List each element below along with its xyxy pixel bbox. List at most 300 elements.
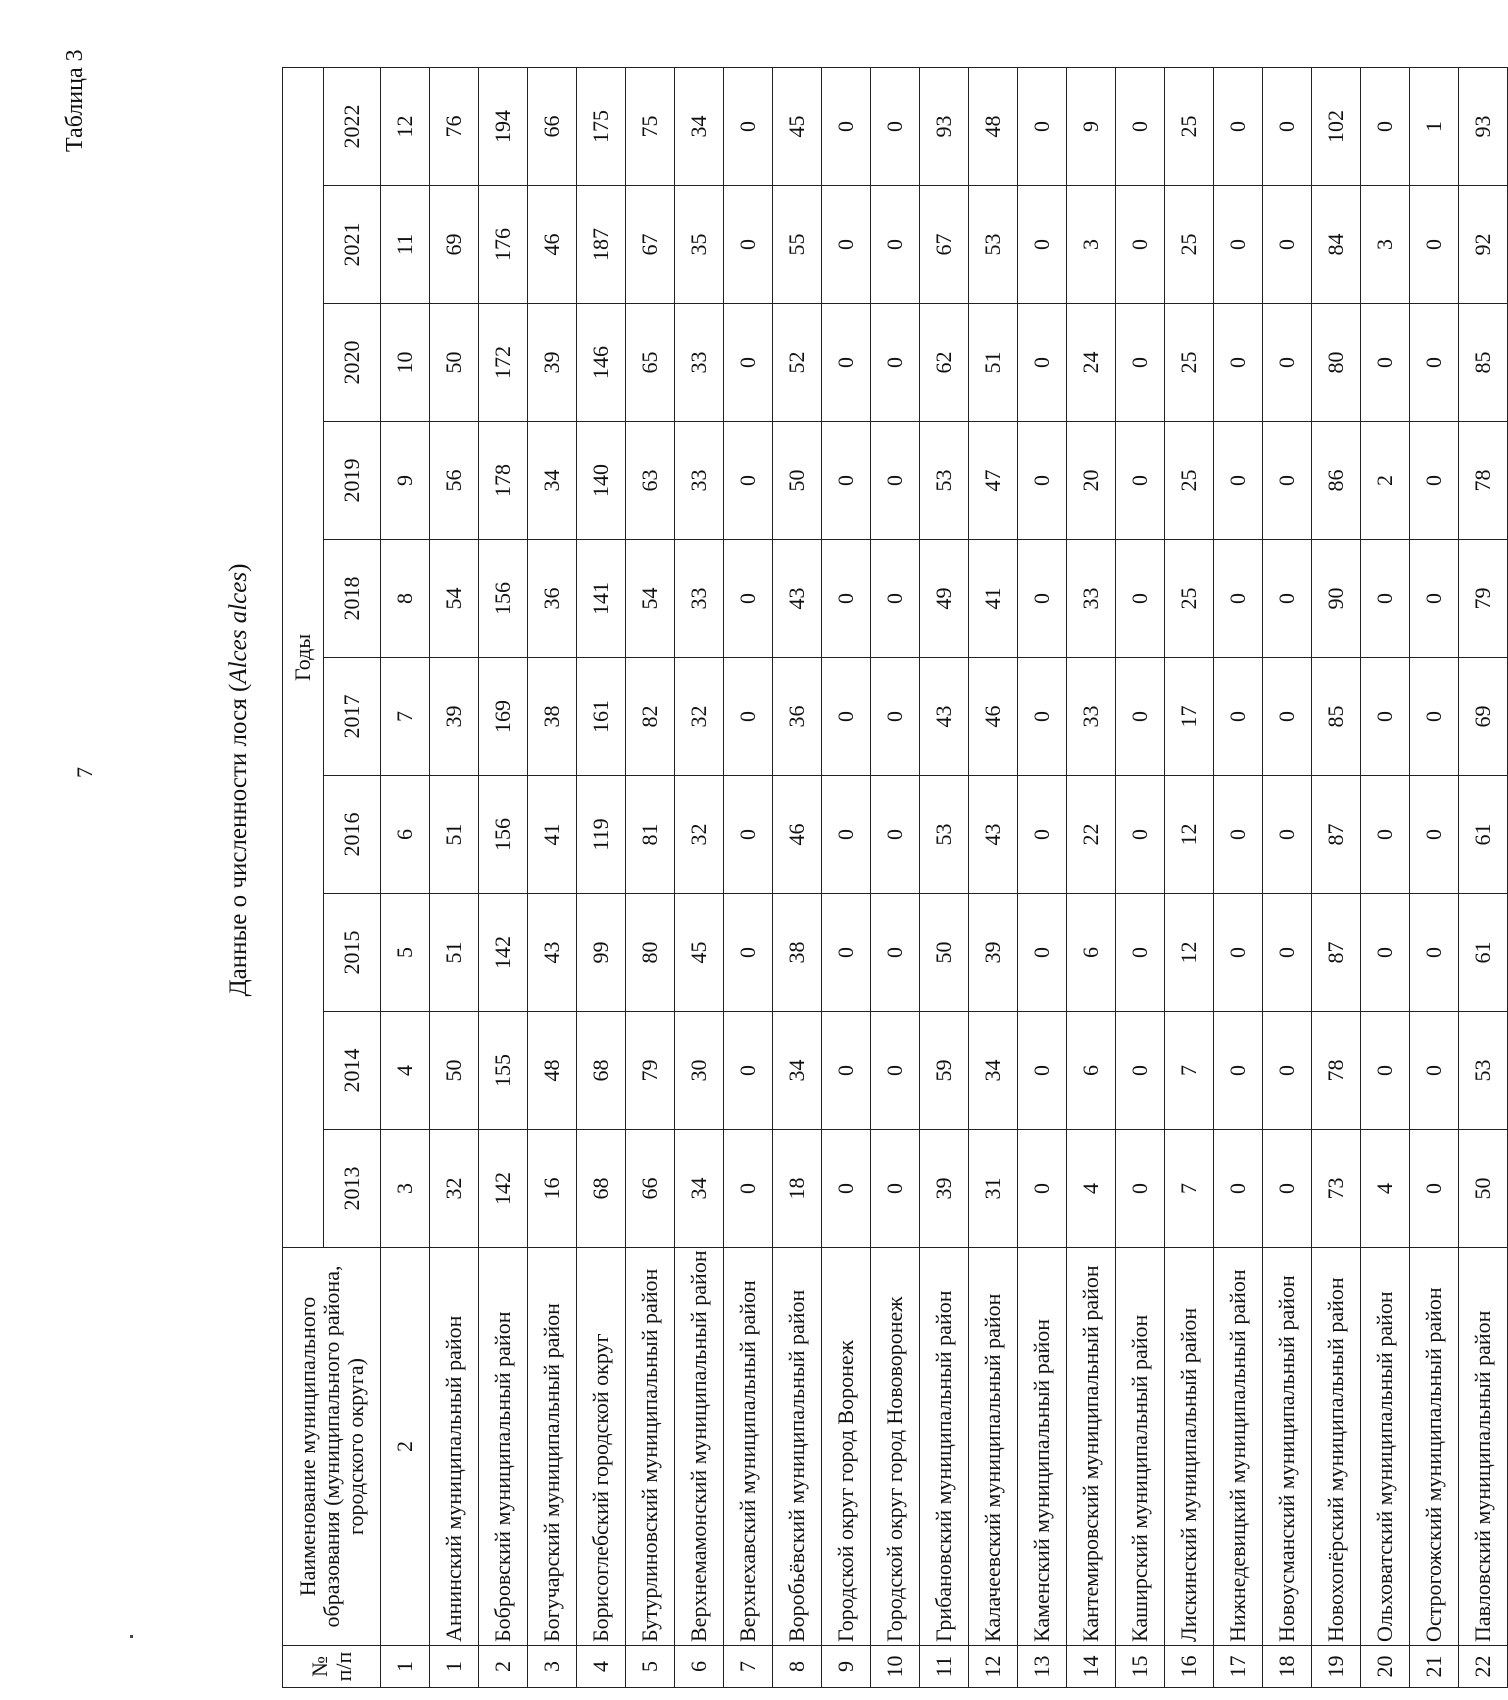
table-row [822,67,871,1687]
municipality-name: Верхнехавский муниципальный район [724,1248,773,1646]
row-number: 9 [822,1646,871,1688]
population-value: 24 [1067,304,1116,422]
population-value: 0 [1214,894,1263,1012]
municipality-name: Новохопёрский муниципальный район [1312,1248,1361,1646]
population-value: 45 [773,67,822,185]
population-value: 146 [577,304,626,422]
population-value: 90 [1312,540,1361,658]
header-year: 2014 [324,1012,381,1130]
population-value: 0 [1018,894,1067,1012]
population-value: 0 [871,776,920,894]
row-number: 16 [1165,1646,1214,1688]
table-row [724,67,773,1687]
population-value: 63 [626,422,675,540]
population-value: 0 [724,304,773,422]
municipality-name: Грибановский муниципальный район [920,1248,969,1646]
table-row [1459,67,1508,1687]
population-value: 38 [773,894,822,1012]
table-row [1263,67,1312,1687]
population-value: 50 [430,1012,479,1130]
population-value: 48 [969,67,1018,185]
population-value: 0 [822,776,871,894]
table-row [1116,67,1165,1687]
population-value: 33 [675,422,724,540]
population-value: 0 [1018,186,1067,304]
population-value: 49 [920,540,969,658]
population-value: 17 [1165,658,1214,776]
table-label: Таблица 3 [62,49,88,152]
population-value: 93 [920,67,969,185]
municipality-name: Борисоглебский городской округ [577,1248,626,1646]
table-row [1067,67,1116,1687]
row-number: 12 [969,1646,1018,1688]
population-value: 0 [871,894,920,1012]
population-value: 33 [675,304,724,422]
population-value: 0 [1410,1012,1459,1130]
population-value: 39 [920,1130,969,1248]
population-value: 0 [1410,1130,1459,1248]
population-value: 0 [1361,540,1410,658]
table-row [577,67,626,1687]
header-row [283,67,324,1687]
page-number: 7 [72,767,97,778]
row-number: 22 [1459,1646,1508,1688]
population-value: 4 [1067,1130,1116,1248]
row-number: 14 [1067,1646,1116,1688]
population-value: 0 [822,894,871,1012]
population-value: 0 [1214,540,1263,658]
population-value: 0 [871,186,920,304]
population-value: 0 [1410,776,1459,894]
population-value: 172 [479,304,528,422]
population-value: 46 [773,776,822,894]
population-value: 0 [1116,186,1165,304]
population-value: 0 [1263,540,1312,658]
population-value: 0 [822,422,871,540]
population-value: 69 [430,186,479,304]
population-value: 0 [1214,186,1263,304]
population-value: 0 [724,1012,773,1130]
population-value: 0 [871,1012,920,1130]
population-value: 76 [430,67,479,185]
column-number: 3 [381,1130,430,1248]
population-value: 2 [1361,422,1410,540]
population-value: 65 [626,304,675,422]
population-value: 0 [724,422,773,540]
population-value: 43 [920,658,969,776]
municipality-name: Ольховатский муниципальный район [1361,1248,1410,1646]
population-value: 0 [724,658,773,776]
column-number: 5 [381,894,430,1012]
table-title [225,480,253,1080]
municipality-name: Бобровский муниципальный район [479,1248,528,1646]
population-value: 0 [822,540,871,658]
population-value: 0 [871,67,920,185]
population-value: 0 [1018,304,1067,422]
population-value: 9 [1067,67,1116,185]
population-value: 0 [1116,304,1165,422]
table-row [675,67,724,1687]
population-value: 3 [1361,186,1410,304]
population-value: 36 [773,658,822,776]
population-value: 141 [577,540,626,658]
population-value: 119 [577,776,626,894]
population-value: 0 [822,186,871,304]
header-year: 2018 [324,540,381,658]
population-value: 0 [1410,540,1459,658]
population-value: 67 [920,186,969,304]
table-row [528,67,577,1687]
population-value: 86 [1312,422,1361,540]
population-value: 33 [1067,540,1116,658]
table-row [920,67,969,1687]
population-value: 169 [479,658,528,776]
population-value: 50 [1459,1130,1508,1248]
moose-population-table [282,67,1508,1688]
population-value: 7 [1165,1012,1214,1130]
municipality-name: Павловский муниципальный район [1459,1248,1508,1646]
row-number: 6 [675,1646,724,1688]
row-number: 10 [871,1646,920,1688]
column-number: 2 [381,1248,430,1646]
population-value: 32 [675,776,724,894]
population-value: 0 [1214,776,1263,894]
population-value: 34 [675,1130,724,1248]
population-value: 81 [626,776,675,894]
population-value: 0 [1214,1012,1263,1130]
population-value: 92 [1459,186,1508,304]
population-value: 187 [577,186,626,304]
header-year: 2015 [324,894,381,1012]
population-value: 85 [1459,304,1508,422]
population-value: 25 [1165,422,1214,540]
population-value: 38 [528,658,577,776]
row-number: 17 [1214,1646,1263,1688]
population-value: 25 [1165,304,1214,422]
population-value: 12 [1165,894,1214,1012]
population-value: 61 [1459,894,1508,1012]
population-value: 25 [1165,186,1214,304]
population-value: 4 [1361,1130,1410,1248]
municipality-name: Аннинский муниципальный район [430,1248,479,1646]
population-value: 84 [1312,186,1361,304]
population-value: 175 [577,67,626,185]
column-number-row [381,67,430,1687]
municipality-name: Лискинский муниципальный район [1165,1248,1214,1646]
population-value: 50 [430,304,479,422]
table-row [773,67,822,1687]
population-value: 0 [871,1130,920,1248]
population-value: 69 [1459,658,1508,776]
table-row [1410,67,1459,1687]
population-value: 0 [1410,422,1459,540]
column-number: 8 [381,540,430,658]
population-value: 79 [626,1012,675,1130]
title-close: ) [225,563,252,572]
population-value: 0 [724,67,773,185]
population-value: 0 [871,658,920,776]
municipality-name: Верхнемамонский муниципальный район [675,1248,724,1646]
population-value: 0 [1361,67,1410,185]
population-value: 6 [1067,894,1116,1012]
population-value: 34 [969,1012,1018,1130]
population-value: 61 [1459,776,1508,894]
population-value: 75 [626,67,675,185]
column-number: 11 [381,186,430,304]
population-value: 46 [969,658,1018,776]
row-number: 7 [724,1646,773,1688]
population-value: 39 [969,894,1018,1012]
population-value: 0 [1263,186,1312,304]
population-value: 80 [1312,304,1361,422]
header-year: 2017 [324,658,381,776]
table-row [1312,67,1361,1687]
header-name: Наименование муниципального образования (муниципального района, городского округа) [283,1248,381,1646]
population-value: 54 [430,540,479,658]
population-value: 0 [1214,658,1263,776]
population-value: 41 [528,776,577,894]
row-number: 13 [1018,1646,1067,1688]
population-value: 68 [577,1130,626,1248]
population-value: 102 [1312,67,1361,185]
row-number: 19 [1312,1646,1361,1688]
population-value: 0 [724,186,773,304]
population-value: 51 [969,304,1018,422]
population-value: 0 [1361,658,1410,776]
population-value: 0 [1263,304,1312,422]
population-value: 1 [1410,67,1459,185]
population-value: 0 [1116,540,1165,658]
population-value: 0 [1116,422,1165,540]
population-value: 51 [430,776,479,894]
population-value: 0 [1018,422,1067,540]
population-value: 0 [1116,1130,1165,1248]
population-value: 0 [1214,304,1263,422]
population-value: 0 [1410,304,1459,422]
population-value: 142 [479,894,528,1012]
population-value: 0 [724,894,773,1012]
municipality-name: Острогожский муниципальный район [1410,1248,1459,1646]
population-value: 0 [822,658,871,776]
column-number: 6 [381,776,430,894]
population-value: 156 [479,776,528,894]
column-number: 10 [381,304,430,422]
population-value: 32 [675,658,724,776]
scan-speck [130,1635,133,1638]
population-value: 93 [1459,67,1508,185]
table-row [1165,67,1214,1687]
row-number: 1 [430,1646,479,1688]
population-value: 79 [1459,540,1508,658]
population-value: 48 [528,1012,577,1130]
population-value: 0 [1263,1012,1312,1130]
population-value: 0 [1116,658,1165,776]
municipality-name: Бутурлиновский муниципальный район [626,1248,675,1646]
header-no: № п/п [283,1646,381,1688]
population-value: 0 [1361,304,1410,422]
column-number: 12 [381,67,430,185]
population-value: 7 [1165,1130,1214,1248]
population-value: 52 [773,304,822,422]
municipality-name: Городской округ город Воронеж [822,1248,871,1646]
population-value: 0 [1410,658,1459,776]
population-value: 78 [1459,422,1508,540]
table-row [871,67,920,1687]
table-row [1018,67,1067,1687]
population-value: 0 [1214,67,1263,185]
population-value: 43 [773,540,822,658]
population-value: 51 [430,894,479,1012]
population-value: 0 [1410,894,1459,1012]
population-value: 0 [1263,894,1312,1012]
column-number: 4 [381,1012,430,1130]
municipality-name: Кантемировский муниципальный район [1067,1248,1116,1646]
header-year: 2016 [324,776,381,894]
population-value: 0 [871,422,920,540]
population-value: 0 [871,304,920,422]
population-value: 47 [969,422,1018,540]
population-value: 33 [675,540,724,658]
population-value: 82 [626,658,675,776]
population-value: 33 [1067,658,1116,776]
population-value: 194 [479,67,528,185]
table-row [430,67,479,1687]
population-value: 99 [577,894,626,1012]
population-value: 32 [430,1130,479,1248]
population-value: 53 [1459,1012,1508,1130]
column-number: 1 [381,1646,430,1688]
population-value: 161 [577,658,626,776]
population-value: 12 [1165,776,1214,894]
population-value: 0 [724,540,773,658]
population-value: 0 [1116,776,1165,894]
row-number: 11 [920,1646,969,1688]
municipality-name: Городской округ город Нововоронеж [871,1248,920,1646]
row-number: 15 [1116,1646,1165,1688]
row-number: 3 [528,1646,577,1688]
population-value: 39 [528,304,577,422]
header-years-group: Годы [283,67,324,1247]
population-value: 34 [773,1012,822,1130]
population-value: 25 [1165,67,1214,185]
population-value: 0 [1018,658,1067,776]
population-value: 0 [1018,67,1067,185]
population-value: 0 [1018,1130,1067,1248]
population-value: 41 [969,540,1018,658]
population-value: 31 [969,1130,1018,1248]
population-value: 30 [675,1012,724,1130]
header-year: 2022 [324,67,381,185]
header-year: 2013 [324,1130,381,1248]
population-value: 176 [479,186,528,304]
population-value: 0 [1116,894,1165,1012]
population-value: 6 [1067,1012,1116,1130]
population-value: 56 [430,422,479,540]
population-value: 46 [528,186,577,304]
population-value: 43 [969,776,1018,894]
population-value: 66 [626,1130,675,1248]
population-value: 0 [1263,422,1312,540]
population-value: 50 [920,894,969,1012]
table-row [969,67,1018,1687]
table-row [479,67,528,1687]
population-value: 45 [675,894,724,1012]
municipality-name: Каширский муниципальный район [1116,1248,1165,1646]
population-value: 0 [822,304,871,422]
population-value: 0 [871,540,920,658]
population-value: 36 [528,540,577,658]
population-value: 53 [920,422,969,540]
population-value: 53 [920,776,969,894]
population-value: 0 [1116,67,1165,185]
row-number: 18 [1263,1646,1312,1688]
population-value: 0 [724,1130,773,1248]
municipality-name: Новоусманский муниципальный район [1263,1248,1312,1646]
population-value: 85 [1312,658,1361,776]
population-value: 34 [528,422,577,540]
population-value: 3 [1067,186,1116,304]
population-value: 55 [773,186,822,304]
population-value: 59 [920,1012,969,1130]
municipality-name: Богучарский муниципальный район [528,1248,577,1646]
population-value: 39 [430,658,479,776]
population-value: 54 [626,540,675,658]
population-value: 43 [528,894,577,1012]
population-value: 87 [1312,894,1361,1012]
population-value: 16 [528,1130,577,1248]
population-value: 67 [626,186,675,304]
population-value: 80 [626,894,675,1012]
population-value: 34 [675,67,724,185]
column-number: 9 [381,422,430,540]
population-value: 62 [920,304,969,422]
municipality-name: Нижнедевицкий муниципальный район [1214,1248,1263,1646]
title-latin-name: Alces alces [225,571,252,684]
population-value: 53 [969,186,1018,304]
population-value: 0 [1116,1012,1165,1130]
header-year: 2020 [324,304,381,422]
population-value: 0 [1263,1130,1312,1248]
population-value: 0 [1018,776,1067,894]
title-text: Данные о численности лося ( [225,683,252,997]
row-number: 20 [1361,1646,1410,1688]
population-value: 0 [1018,1012,1067,1130]
population-value: 50 [773,422,822,540]
header-year: 2021 [324,186,381,304]
population-value: 68 [577,1012,626,1130]
population-value: 66 [528,67,577,185]
population-value: 140 [577,422,626,540]
population-value: 87 [1312,776,1361,894]
population-value: 20 [1067,422,1116,540]
municipality-name: Калачеевский муниципальный район [969,1248,1018,1646]
population-value: 35 [675,186,724,304]
population-value: 0 [1018,540,1067,658]
population-value: 178 [479,422,528,540]
population-value: 156 [479,540,528,658]
population-value: 0 [1361,894,1410,1012]
population-value: 25 [1165,540,1214,658]
header-year: 2019 [324,422,381,540]
population-value: 155 [479,1012,528,1130]
column-number: 7 [381,658,430,776]
population-value: 0 [1361,1012,1410,1130]
population-value: 0 [822,1130,871,1248]
municipality-name: Воробьёвский муниципальный район [773,1248,822,1646]
table-row [626,67,675,1687]
population-value: 0 [1263,67,1312,185]
population-value: 18 [773,1130,822,1248]
